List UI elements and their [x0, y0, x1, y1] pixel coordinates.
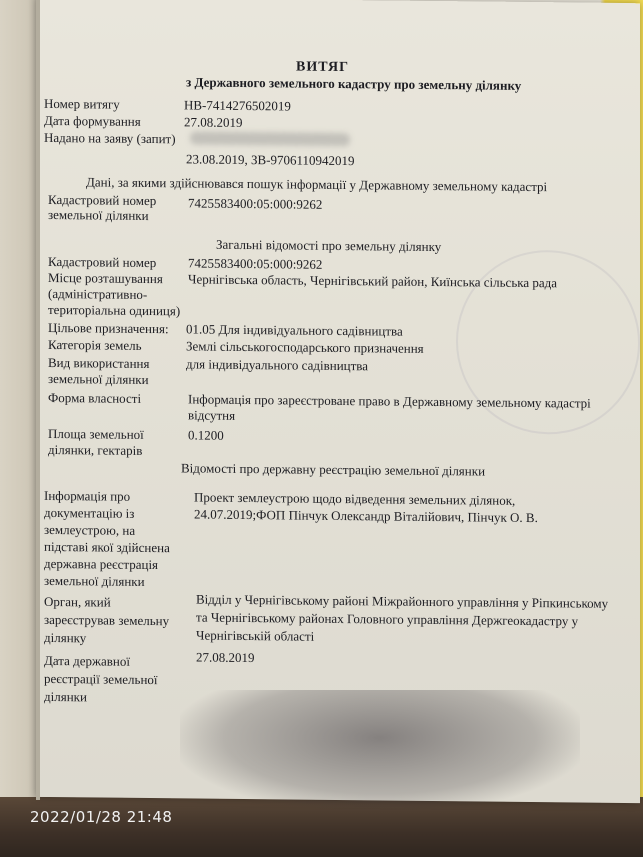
- doc-label-line1: Інформація про: [44, 487, 131, 504]
- redacted-name: [190, 131, 350, 146]
- search-section-heading: Дані, за якими здійснювався пошук інформації у Державному земельному кадастрі: [86, 174, 548, 195]
- document-title: ВИТЯГ: [296, 59, 350, 76]
- use-value: для індивідуального садівництва: [186, 356, 369, 374]
- organ-label-line2: зареєстрував земельну: [44, 611, 170, 629]
- organ-label-line3: ділянку: [44, 629, 87, 646]
- category-label: Категорія земель: [48, 336, 142, 353]
- use-label-line2: земельної ділянки: [48, 370, 149, 388]
- search-cadastral-label-line2: земельної ділянки: [48, 206, 149, 224]
- request-label: Надано на заяву (запит): [44, 129, 176, 147]
- document-sheet: [36, 0, 640, 803]
- location-value: Чернігівська область, Чернігівський район, Киїнська сільська рада: [188, 271, 558, 291]
- organ-label-line1: Орган, який: [44, 593, 111, 610]
- location-label-line3: територіальна одиниця): [48, 301, 181, 319]
- formation-date-value: 27.08.2019: [184, 114, 243, 130]
- doc-label-line5: державна реєстрація: [44, 555, 159, 573]
- doc-label-line6: земельної ділянки: [44, 572, 145, 589]
- general-section-heading: Загальні відомості про земельну ділянку: [216, 236, 442, 255]
- ownership-value-line1: Інформація про зареєстроване право в Державному земельному кадастрі: [188, 391, 591, 411]
- organ-value-line1: Відділ у Чернігівському районі Міжрайонного управління у Ріпкинському: [196, 591, 609, 611]
- search-cadastral-label-line1: Кадастровий номер: [48, 191, 157, 209]
- location-label-line2: (адміністративно-: [48, 285, 148, 303]
- purpose-value: 01.05 Для індивідуального садівництва: [186, 321, 403, 339]
- location-label-line1: Місце розташування: [48, 269, 163, 287]
- request-info-value: 23.08.2019, ЗВ-9706110942019: [186, 151, 355, 169]
- ownership-value-line2: відсутня: [188, 407, 236, 423]
- registration-section-heading: Відомості про державну реєстрацію земельної ділянки: [181, 460, 486, 479]
- date-label-line3: ділянки: [44, 688, 87, 705]
- area-label-line2: ділянки, гектарів: [48, 441, 143, 458]
- search-cadastral-value: 7425583400:05:000:9262: [188, 195, 323, 212]
- document-subtitle: з Державного земельного кадастру про земельну ділянку: [186, 74, 522, 93]
- photo-timestamp: 2022/01/28 21:48: [30, 808, 173, 826]
- area-value: 0.1200: [188, 427, 224, 443]
- sheet-left-edge: [36, 0, 40, 800]
- purpose-label: Цільове призначення:: [48, 319, 169, 337]
- phone-shadow: [180, 690, 580, 810]
- doc-value-line1: Проект землеустрою щодо відведення земельних ділянок,: [194, 489, 516, 508]
- doc-label-line3: землеустрою, на: [44, 521, 136, 538]
- doc-value-line2: 24.07.2019;ФОП Пінчук Олександр Віталійович, Пінчук О. В.: [194, 506, 538, 526]
- date-label-line2: реєстрації земельної: [44, 670, 158, 688]
- cadastral-number-label: Кадастровий номер: [48, 253, 157, 271]
- doc-label-line4: підставі якої здійснена: [44, 538, 170, 556]
- category-value: Землі сільськогосподарського призначення: [186, 338, 424, 356]
- date-label-line1: Дата державної: [44, 652, 131, 669]
- area-label-line1: Площа земельної: [48, 425, 144, 442]
- organ-value-line3: Чернігівській області: [196, 627, 315, 644]
- use-label-line1: Вид використання: [48, 354, 150, 372]
- cadastral-number-value: 7425583400:05:000:9262: [188, 255, 323, 272]
- ownership-label: Форма власності: [48, 389, 142, 406]
- extract-number-value: НВ-7414276502019: [184, 97, 291, 114]
- doc-label-line2: документацію із: [44, 504, 135, 521]
- organ-value-line2: та Чернігівському районах Головного управління Держгеокадастру у: [196, 609, 579, 629]
- extract-number-label: Номер витягу: [44, 95, 120, 112]
- registration-date-value: 27.08.2019: [196, 649, 255, 666]
- formation-date-label: Дата формування: [44, 112, 141, 129]
